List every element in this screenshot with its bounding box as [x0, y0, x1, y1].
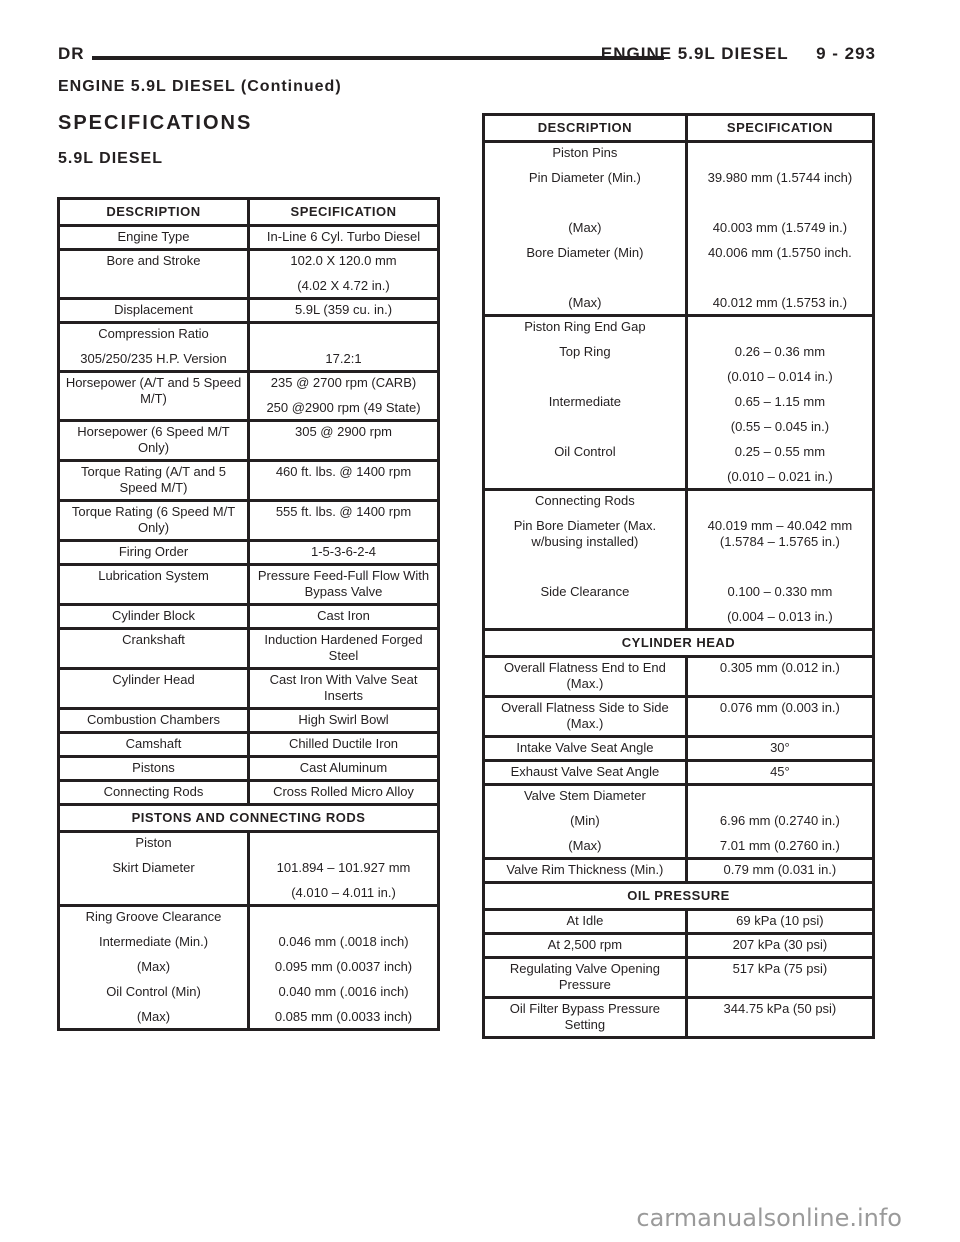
description-text: (Max)	[568, 295, 602, 310]
description-cell	[59, 781, 249, 805]
specification-value: 0.25 – 0.55 mm	[734, 444, 826, 459]
table-row	[484, 490, 874, 630]
specification-value	[692, 788, 868, 804]
description-text: At 2,500 rpm	[547, 937, 623, 952]
description-cell	[59, 906, 249, 1030]
specification-cell	[249, 781, 439, 805]
specification-value: 0.305 mm (0.012 in.)	[719, 660, 840, 675]
description-cell	[484, 761, 687, 785]
description-cell	[484, 657, 687, 697]
description-cell	[484, 490, 687, 630]
section-pistons-and-connecting-rods	[59, 805, 439, 832]
table-row	[484, 697, 874, 737]
description-text: Horsepower (A/T and 5 Speed M/T)	[65, 375, 242, 406]
description-text: Oil Control	[554, 444, 616, 459]
description-text: Oil Filter Bypass Pressure Setting	[509, 1001, 661, 1032]
description-text: (Min)	[570, 813, 600, 828]
specification-cell	[249, 906, 439, 1030]
table-row	[59, 372, 439, 421]
description-cell	[484, 934, 687, 958]
description-text: Firing Order	[118, 544, 189, 559]
description-text: Engine Type	[117, 229, 190, 244]
section-cylinder-head	[484, 630, 874, 657]
specification-value: 17.2:1	[325, 351, 362, 366]
specification-value: 0.046 mm (.0018 inch)	[278, 934, 409, 949]
description-text	[64, 885, 243, 901]
description-cell	[59, 299, 249, 323]
description-text: Displacement	[114, 302, 193, 317]
specification-cell	[249, 629, 439, 669]
table-row	[484, 761, 874, 785]
specification-cell	[686, 697, 873, 737]
description-text: Connecting Rods	[535, 493, 635, 508]
description-text: Side Clearance	[540, 584, 630, 599]
specification-value: 0.79 mm (0.031 in.)	[723, 862, 837, 877]
description-text	[489, 419, 681, 435]
specification-cell	[249, 501, 439, 541]
table-row	[484, 910, 874, 934]
table-row	[59, 733, 439, 757]
description-text: Combustion Chambers	[87, 712, 220, 727]
header-rule	[92, 56, 664, 60]
description-text: Intake Valve Seat Angle	[516, 740, 654, 755]
description-text: Intermediate (Min.)	[98, 934, 209, 949]
description-text: Camshaft	[125, 736, 182, 751]
description-cell	[484, 737, 687, 761]
specification-value: 40.003 mm (1.5749 in.)	[712, 220, 848, 235]
specification-value: 30°	[770, 740, 790, 755]
table-row	[484, 657, 874, 697]
specification-cell	[249, 565, 439, 605]
specification-cell	[249, 226, 439, 250]
description-cell	[59, 501, 249, 541]
specification-cell	[249, 605, 439, 629]
specification-value: 0.076 mm (0.003 in.)	[719, 700, 840, 715]
specification-value: Cast Aluminum	[299, 760, 388, 775]
description-text: Pin Bore Diameter (Max. w/busing installed)	[513, 518, 657, 549]
description-text: Regulating Valve Opening Pressure	[509, 961, 660, 992]
specification-value	[692, 493, 868, 509]
section-heading: OIL PRESSURE	[484, 883, 874, 910]
specification-value: 1-5-3-6-2-4	[310, 544, 377, 559]
description-text: Pin Diameter (Min.)	[528, 170, 641, 185]
specification-value: 7.01 mm (0.2760 in.)	[719, 838, 840, 853]
table-row	[484, 998, 874, 1038]
table-header-row	[484, 115, 874, 142]
description-cell	[484, 998, 687, 1038]
page-header	[58, 44, 876, 66]
specification-value: Cast Iron With Valve Seat Inserts	[269, 672, 418, 703]
table-row	[484, 316, 874, 490]
description-text: 305/250/235 H.P. Version	[80, 351, 227, 366]
specification-value: 0.100 – 0.330 mm	[727, 584, 833, 599]
specification-value	[254, 326, 433, 342]
specification-value	[692, 195, 868, 211]
table-row	[59, 669, 439, 709]
table-row	[484, 934, 874, 958]
description-text: Piston Pins	[552, 145, 618, 160]
specification-cell	[249, 733, 439, 757]
description-cell	[59, 733, 249, 757]
continued-title: ENGINE 5.9L DIESEL (Continued)	[58, 78, 342, 95]
description-cell	[484, 859, 687, 883]
specification-cell	[249, 669, 439, 709]
description-text: Bore Diameter (Min)	[526, 245, 644, 260]
description-cell	[484, 316, 687, 490]
specification-cell	[249, 461, 439, 501]
section-heading: CYLINDER HEAD	[484, 630, 874, 657]
description-text: Valve Rim Thickness (Min.)	[506, 862, 664, 877]
table-row	[59, 501, 439, 541]
table-row	[484, 142, 874, 316]
table-row	[59, 250, 439, 299]
specification-value: 0.085 mm (0.0033 inch)	[274, 1009, 413, 1024]
specification-cell	[249, 299, 439, 323]
description-text	[489, 270, 681, 286]
specification-value: Induction Hardened Forged Steel	[264, 632, 423, 663]
description-text: (Max)	[136, 959, 171, 974]
specification-cell	[686, 998, 873, 1038]
right-spec-table	[482, 113, 875, 1039]
header-right	[601, 44, 876, 64]
specification-cell	[686, 785, 873, 859]
description-cell	[59, 461, 249, 501]
description-text: Ring Groove Clearance	[85, 909, 222, 924]
description-text: Connecting Rods	[103, 784, 204, 799]
specification-value: 460 ft. lbs. @ 1400 rpm	[275, 464, 412, 479]
section-heading: PISTONS AND CONNECTING RODS	[59, 805, 439, 832]
description-text: Piston	[135, 835, 172, 850]
specification-cell	[686, 934, 873, 958]
column-header-description: DESCRIPTION	[59, 199, 249, 226]
table-header-row	[59, 199, 439, 226]
specification-cell	[686, 958, 873, 998]
description-text: At Idle	[566, 913, 604, 928]
description-cell	[59, 565, 249, 605]
description-text: Oil Control (Min)	[106, 984, 201, 999]
description-cell	[484, 142, 687, 316]
description-cell	[484, 785, 687, 859]
description-text: Valve Stem Diameter	[523, 788, 646, 803]
specification-value: 6.96 mm (0.2740 in.)	[719, 813, 840, 828]
specification-value: Pressure Feed-Full Flow With Bypass Valve	[257, 568, 430, 599]
specification-value	[692, 145, 868, 161]
table-row	[484, 958, 874, 998]
specification-value: In-Line 6 Cyl. Turbo Diesel	[266, 229, 421, 244]
page-number: 9 - 293	[816, 44, 876, 63]
subsection-title: 5.9L DIESEL	[58, 150, 163, 167]
specification-value: 305 @ 2900 rpm	[294, 424, 393, 439]
specification-value: (0.010 – 0.021 in.)	[727, 469, 833, 484]
table-row	[59, 226, 439, 250]
description-cell	[59, 832, 249, 906]
description-text: Piston Ring End Gap	[524, 319, 646, 334]
table-row	[59, 906, 439, 1030]
specification-value: 250 @2900 rpm (49 State)	[266, 400, 421, 415]
specification-value: 5.9L (359 cu. in.)	[294, 302, 393, 317]
table-row	[59, 299, 439, 323]
specification-cell	[686, 761, 873, 785]
specification-value: 45°	[770, 764, 790, 779]
specification-value	[254, 835, 433, 851]
specification-value: 40.012 mm (1.5753 in.)	[712, 295, 848, 310]
description-cell	[484, 910, 687, 934]
specification-value: (4.010 – 4.011 in.)	[291, 885, 396, 900]
description-text: Skirt Diameter	[112, 860, 195, 875]
specification-value: 207 kPa (30 psi)	[732, 937, 828, 952]
table-row	[59, 757, 439, 781]
specification-value	[692, 270, 868, 286]
description-text	[489, 609, 681, 625]
column-header-description: DESCRIPTION	[484, 115, 687, 142]
specification-cell	[686, 859, 873, 883]
description-cell	[59, 421, 249, 461]
specification-value	[254, 909, 433, 925]
specification-value: 101.894 – 101.927 mm	[276, 860, 411, 875]
description-text: Crankshaft	[122, 632, 185, 647]
description-text: Horsepower (6 Speed M/T Only)	[77, 424, 230, 455]
specification-cell	[249, 709, 439, 733]
specification-value: (4.02 X 4.72 in.)	[297, 278, 390, 293]
specification-value: 40.019 mm – 40.042 mm (1.5784 – 1.5765 in.)	[707, 518, 853, 549]
description-cell	[59, 323, 249, 372]
description-cell	[59, 541, 249, 565]
specification-cell	[686, 316, 873, 490]
column-header-specification: SPECIFICATION	[249, 199, 439, 226]
table-row	[59, 461, 439, 501]
section-title: SPECIFICATIONS	[58, 112, 253, 134]
specification-value: 0.040 mm (.0016 inch)	[278, 984, 409, 999]
specification-value: 0.65 – 1.15 mm	[734, 394, 826, 409]
table-row	[484, 859, 874, 883]
description-text: (Max)	[568, 838, 602, 853]
specification-value: High Swirl Bowl	[298, 712, 389, 727]
description-cell	[59, 709, 249, 733]
table-row	[59, 781, 439, 805]
description-text: Cylinder Head	[112, 672, 195, 687]
description-text: Bore and Stroke	[106, 253, 201, 268]
table-row	[484, 785, 874, 859]
description-cell	[59, 605, 249, 629]
specification-cell	[686, 657, 873, 697]
specification-cell	[686, 490, 873, 630]
specification-value	[692, 319, 868, 335]
description-cell	[59, 629, 249, 669]
table-row	[59, 565, 439, 605]
table-row	[59, 629, 439, 669]
description-cell	[484, 958, 687, 998]
table-row	[59, 709, 439, 733]
specification-cell	[686, 737, 873, 761]
description-text	[489, 469, 681, 485]
specification-value: 40.006 mm (1.5750 inch.	[707, 245, 852, 260]
left-table-body	[59, 226, 439, 1030]
watermark: carmanualsonline.info	[636, 1204, 902, 1232]
table-row	[59, 605, 439, 629]
specification-cell	[249, 757, 439, 781]
table-row	[59, 832, 439, 906]
table-row	[59, 541, 439, 565]
description-text: Cylinder Block	[111, 608, 196, 623]
specification-value: 39.980 mm (1.5744 inch)	[707, 170, 853, 185]
specification-cell	[249, 250, 439, 299]
table-row	[484, 737, 874, 761]
description-text: Pistons	[132, 760, 175, 775]
specification-cell	[249, 541, 439, 565]
specification-value: Cross Rolled Micro Alloy	[273, 784, 414, 799]
specification-cell	[686, 910, 873, 934]
description-text: Overall Flatness End to End (Max.)	[503, 660, 666, 691]
specification-value: 344.75 kPa (50 psi)	[723, 1001, 837, 1016]
specification-value: 102.0 X 120.0 mm	[290, 253, 397, 268]
description-text: Top Ring	[559, 344, 611, 359]
description-text: Exhaust Valve Seat Angle	[510, 764, 660, 779]
specification-value: 517 kPa (75 psi)	[732, 961, 828, 976]
specification-cell	[249, 421, 439, 461]
specification-value: 0.26 – 0.36 mm	[734, 344, 826, 359]
description-text: Overall Flatness Side to Side (Max.)	[501, 700, 669, 731]
description-text: Compression Ratio	[98, 326, 209, 341]
specification-cell	[249, 323, 439, 372]
specification-value: 235 @ 2700 rpm (CARB)	[270, 375, 417, 390]
specification-value: (0.004 – 0.013 in.)	[727, 609, 833, 624]
description-cell	[59, 250, 249, 299]
specification-value: Cast Iron	[317, 608, 370, 623]
specification-value: (0.010 – 0.014 in.)	[727, 369, 833, 384]
description-text: (Max)	[136, 1009, 171, 1024]
description-text	[489, 195, 681, 211]
section-oil-pressure	[484, 883, 874, 910]
description-cell	[59, 372, 249, 421]
specification-value	[692, 559, 868, 575]
header-left-code: DR	[58, 44, 85, 63]
specification-value: Chilled Ductile Iron	[288, 736, 399, 751]
description-text: Intermediate	[548, 394, 622, 409]
description-cell	[59, 669, 249, 709]
description-cell	[59, 226, 249, 250]
specification-value: 69 kPa (10 psi)	[736, 913, 824, 928]
table-row	[59, 421, 439, 461]
description-text: (Max)	[568, 220, 602, 235]
description-text: Torque Rating (A/T and 5 Speed M/T)	[80, 464, 226, 495]
table-row	[59, 323, 439, 372]
description-text: Lubrication System	[98, 568, 209, 583]
specification-cell	[249, 832, 439, 906]
specification-value: (0.55 – 0.045 in.)	[730, 419, 830, 434]
specification-cell	[686, 142, 873, 316]
column-header-specification: SPECIFICATION	[686, 115, 873, 142]
description-cell	[59, 757, 249, 781]
specification-cell	[249, 372, 439, 421]
right-table-body	[484, 142, 874, 1038]
description-text	[489, 559, 681, 575]
description-text: Torque Rating (6 Speed M/T Only)	[71, 504, 236, 535]
header-title: ENGINE 5.9L DIESEL	[600, 44, 789, 63]
specification-value: 555 ft. lbs. @ 1400 rpm	[275, 504, 412, 519]
description-text	[489, 369, 681, 385]
left-spec-table	[57, 197, 440, 1031]
specification-value: 0.095 mm (0.0037 inch)	[274, 959, 413, 974]
description-cell	[484, 697, 687, 737]
